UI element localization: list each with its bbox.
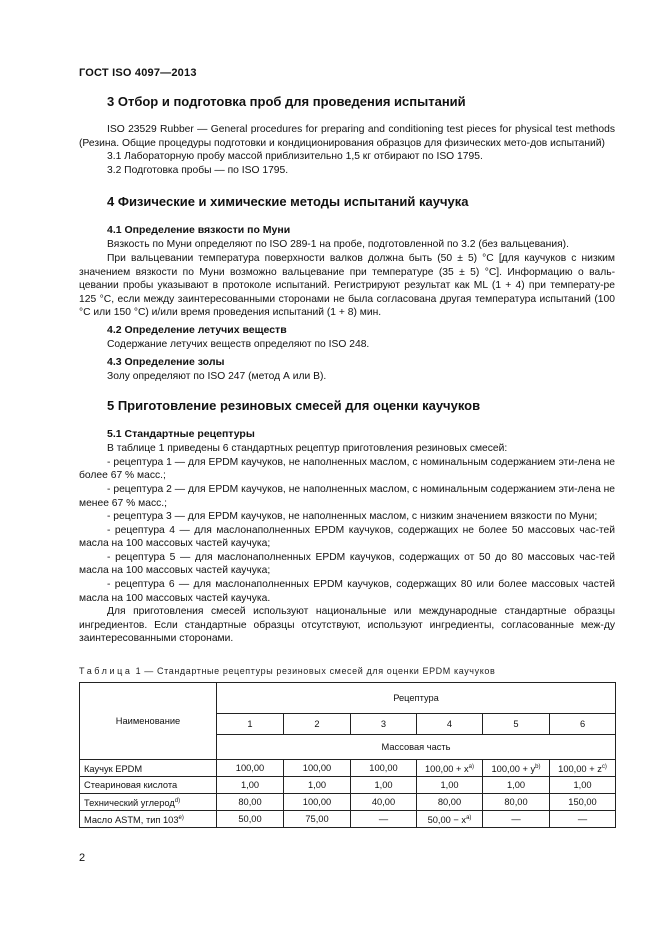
list-item: - рецептура 1 — для EPDM каучуков, не наполненных маслом, с номинальным содержанием эти-лена не более 67 % масс.; [79, 456, 615, 482]
unit-header: Массовая часть [217, 735, 616, 760]
table-cell: 100,00 [217, 760, 284, 777]
s43-paragraph: Золу определяют по ISO 247 (метод А или В). [107, 370, 327, 382]
s3-item-3-1: 3.1 Лабораторную пробу массой приблизительно 1,5 кг отбирают по ISO 1795. [107, 151, 483, 163]
subsection-4-3-heading: 4.3 Определение золы [107, 355, 225, 368]
table-cell: 1,00 [351, 777, 417, 794]
s42-paragraph: Содержание летучих веществ определяют по ISO 248. [107, 338, 370, 350]
table-cell: 150,00 [550, 794, 616, 811]
list-item: - рецептура 3 — для EPDM каучуков, не наполненных маслом, с низким значением вязкости по Муни; [107, 511, 598, 523]
list-item: - рецептура 5 — для маслонаполненных EPDM каучуков, содержащих от 50 до 80 массовых час-тей масла на 100 массовых частей каучука; [79, 551, 615, 577]
col-header-recipe: Рецептура [217, 683, 616, 714]
table-cell: — [351, 811, 417, 828]
table-cell: $100,00 + y^{b)}$ [483, 760, 550, 777]
col-number: 4 [417, 714, 483, 735]
section-5-heading: 5 Приготовление резиновых смесей для оценки каучуков [107, 398, 481, 414]
subsection-4-2-heading: 4.2 Определение летучих веществ [107, 323, 287, 336]
table-caption [79, 666, 495, 676]
subsection-5-1-heading: 5.1 Стандартные рецептуры [107, 428, 255, 441]
table-cell: 1,00 [284, 777, 351, 794]
table-row [80, 811, 616, 828]
col-number: 6 [550, 714, 616, 735]
s41-paragraph-a: Вязкость по Муни определяют по ISO 289-1 на пробе, подготовленной по 3.2 (без вальцевания). [107, 239, 569, 251]
row-name: Масло ASTM, тип 103$^{e)}$ [80, 811, 217, 828]
table-cell: 80,00 [483, 794, 550, 811]
running-header: ГОСТ ISO 4097—2013 [79, 67, 197, 79]
col-number: 2 [284, 714, 351, 735]
table-cell: 50,00 [217, 811, 284, 828]
table-cell: 75,00 [284, 811, 351, 828]
s51-intro: В таблице 1 приведены 6 стандартных рецептур приготовления резиновых смесей: [107, 443, 508, 455]
table-cell: 1,00 [483, 777, 550, 794]
row-name: Каучук EPDM [80, 760, 217, 777]
section-4-heading: 4 Физические и химические методы испытаний каучука [107, 194, 469, 210]
s3-item-3-2: 3.2 Подготовка пробы — по ISO 1795. [107, 164, 289, 176]
col-header-name: Наименование [80, 683, 217, 760]
col-number: 5 [483, 714, 550, 735]
table-cell: $100,00 + x^{a)}$ [417, 760, 483, 777]
table-cell: — [483, 811, 550, 828]
table-caption-label: Таблица [79, 666, 133, 676]
table-cell: 80,00 [217, 794, 284, 811]
list-item: - рецептура 2 — для EPDM каучуков, не наполненных маслом, с номинальным содержанием эти-лена не менее 67 % масс.; [79, 483, 615, 509]
section-3-heading: 3 Отбор и подготовка проб для проведения испытаний [107, 94, 466, 109]
table-cell: 1,00 [550, 777, 616, 794]
table-cell: — [550, 811, 616, 828]
table-row [80, 760, 616, 777]
table-cell: 100,00 [351, 760, 417, 777]
row-name: Стеариновая кислота [80, 777, 217, 794]
subsection-4-1-heading: 4.1 Определение вязкости по Муни [107, 224, 291, 237]
main-content [79, 94, 615, 646]
table-caption-text: 1 — Стандартные рецептуры резиновых смесей для оценки EPDM каучуков [132, 666, 496, 676]
s41-paragraph-b: При вальцевании температура поверхности валков должна быть (50 ± 5) °С [для каучуков с низким значением вязкости по Муни возможно вальцевание при температуре (35 ± 5) °С]. Информацию о валь-цевании пробы указывают в протоколе испытаний. Регистрируют результат как ML (1 + 4) при температу-ре 125 °С, если между заинтересованными сторонами не была согласована другая температура испытаний (100 °С или 150 °С) и/или время проведения испытаний (1 + 8) мин. [79, 252, 615, 319]
table-cell: 100,00 [284, 794, 351, 811]
table-cell: 1,00 [217, 777, 284, 794]
table-cell: 80,00 [417, 794, 483, 811]
table-cell: 40,00 [351, 794, 417, 811]
recipes-table [79, 682, 616, 828]
table-cell: 100,00 [284, 760, 351, 777]
table-cell: $100,00 + z^{c)}$ [550, 760, 616, 777]
row-name: Технический углерод$^{d)}$ [80, 794, 217, 811]
s3-paragraph: ISO 23529 Rubber — General procedures for preparing and conditioning test pieces for physical test methods (Резина. Общие процедуры подготовки и кондиционирования образцов для физических мето-дов испытаний) [79, 124, 615, 149]
s51-closing-paragraph: Для приготовления смесей используют национальные или международные стандартные образцы ингредиентов. Если стандартные образцы отсутствуют, используют ингредиенты, согласованные меж-ду заинтересованными сторонами. [79, 606, 615, 645]
list-item: - рецептура 4 — для маслонаполненных EPDM каучуков, содержащих не более 50 массовых час-тей масла на 100 массовых частей каучука; [79, 524, 615, 550]
col-number: 1 [217, 714, 284, 735]
list-item: - рецептура 6 — для маслонаполненных EPDM каучуков, содержащих 80 или более массовых частей масла на 100 массовых частей каучука. [79, 579, 615, 604]
table-row [80, 777, 616, 794]
col-number: 3 [351, 714, 417, 735]
table-cell: 1,00 [417, 777, 483, 794]
table-cell: $50,00 - x^{a)}$ [417, 811, 483, 828]
table-row [80, 794, 616, 811]
page-number: 2 [79, 852, 86, 864]
